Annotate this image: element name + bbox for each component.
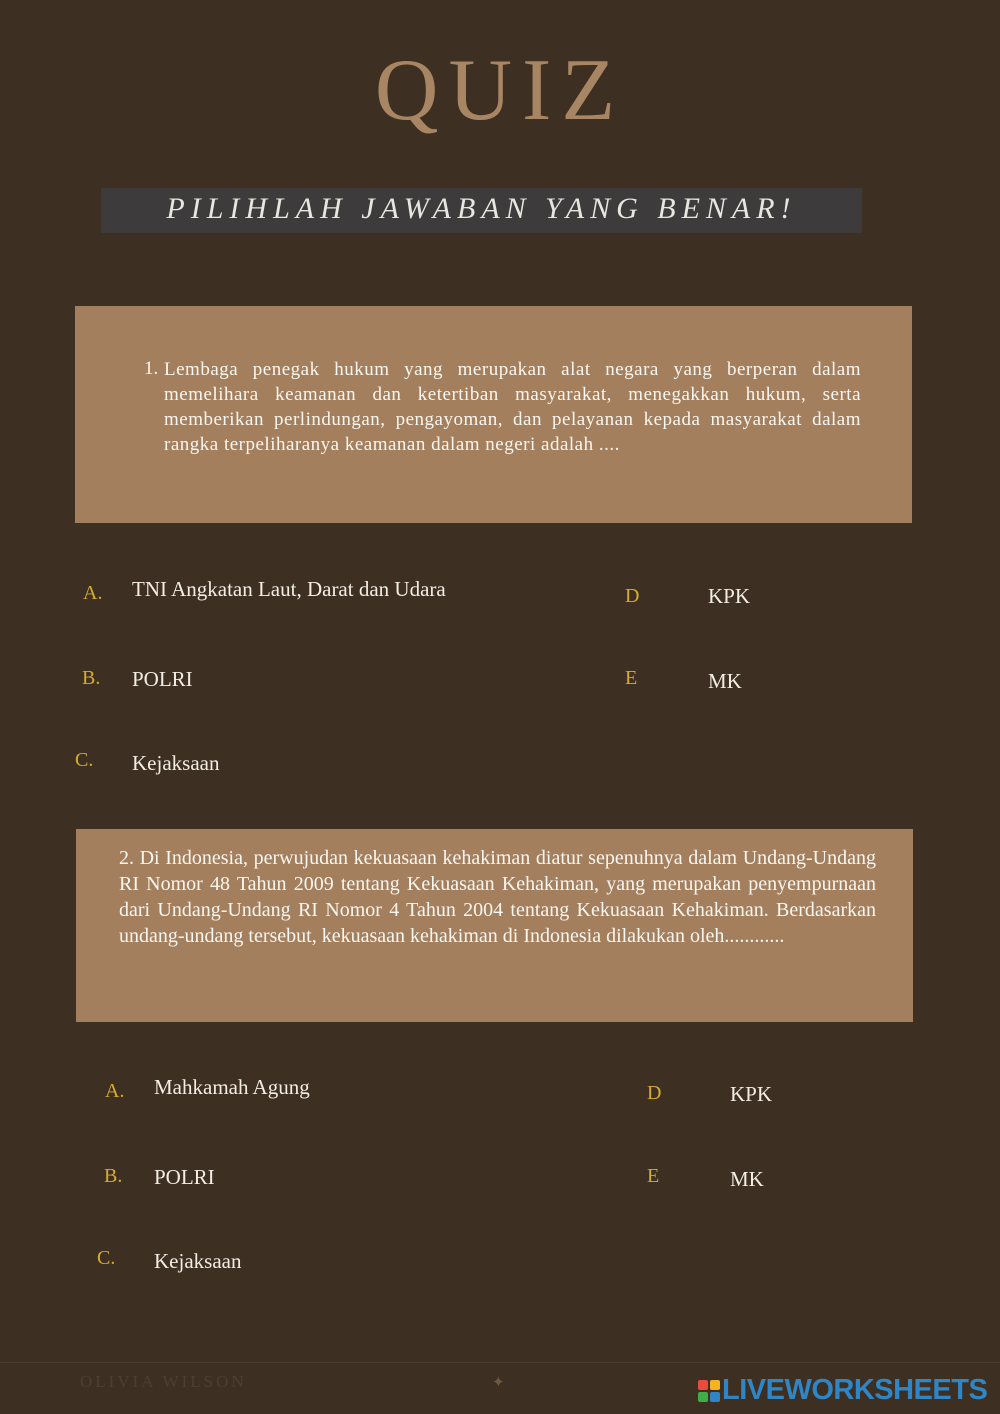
- q2-option-d-letter: D: [647, 1082, 662, 1104]
- q1-option-a-letter: A.: [83, 582, 103, 604]
- q2-option-e-letter: E: [647, 1165, 660, 1187]
- instruction-banner: PILIHLAH JAWABAN YANG BENAR!: [101, 188, 862, 233]
- page-title: QUIZ: [374, 42, 626, 139]
- question-1-number: 1.: [144, 358, 159, 379]
- footer-star-icon: ✦: [492, 1373, 505, 1391]
- q2-option-c[interactable]: Kejaksaan: [154, 1249, 242, 1273]
- q1-option-c[interactable]: Kejaksaan: [132, 751, 220, 775]
- q1-option-b[interactable]: POLRI: [132, 667, 193, 691]
- question-2-box: [76, 829, 913, 1022]
- question-1-text: Lembaga penegak hukum yang merupakan alat negara yang berperan dalam memelihara keamanan dan ketertiban masyarakat, menegakkan hukum, serta memberikan perlindungan, pengayoman, dan pelayanan kepada masyarakat dalam rangka terpeliharanya keamanan dalam negeri adalah ....: [164, 359, 861, 455]
- q2-option-d[interactable]: KPK: [730, 1082, 773, 1106]
- q1-option-c-letter: C.: [75, 749, 94, 771]
- q1-option-d-letter: D: [625, 585, 640, 607]
- footer-author-name: OLIVIA WILSON: [80, 1372, 247, 1391]
- question-2-text: 2. Di Indonesia, perwujudan kekuasaan kehakiman diatur sepenuhnya dalam Undang-Undang RI Nomor 48 Tahun 2009 tentang Kekuasaan Kehakiman, yang merupakan penyempurnaan dari Undang-Undang RI Nomor 4 Tahun 2004 tentang Kekuasaan Kehakiman. Berdasarkan undang-undang tersebut, kekuasaan kehakiman di Indonesia dilakukan oleh............: [119, 847, 876, 947]
- q1-option-d[interactable]: KPK: [708, 584, 751, 608]
- liveworksheets-brand[interactable]: LIVEWORKSHEETS: [722, 1374, 988, 1406]
- q2-option-a-letter: A.: [105, 1080, 125, 1102]
- footer-divider: [0, 1362, 1000, 1363]
- q1-option-e-letter: E: [625, 667, 638, 689]
- q2-option-b-letter: B.: [104, 1165, 123, 1187]
- q1-option-b-letter: B.: [82, 667, 101, 689]
- q2-option-b[interactable]: POLRI: [154, 1165, 215, 1189]
- q2-option-a[interactable]: Mahkamah Agung: [154, 1075, 310, 1099]
- q2-option-c-letter: C.: [97, 1247, 116, 1269]
- q1-option-a[interactable]: TNI Angkatan Laut, Darat dan Udara: [132, 577, 446, 601]
- q1-option-e[interactable]: MK: [708, 669, 742, 693]
- q2-option-e[interactable]: MK: [730, 1167, 764, 1191]
- liveworksheets-logo-icon: [698, 1380, 720, 1402]
- question-1-box: [75, 306, 912, 523]
